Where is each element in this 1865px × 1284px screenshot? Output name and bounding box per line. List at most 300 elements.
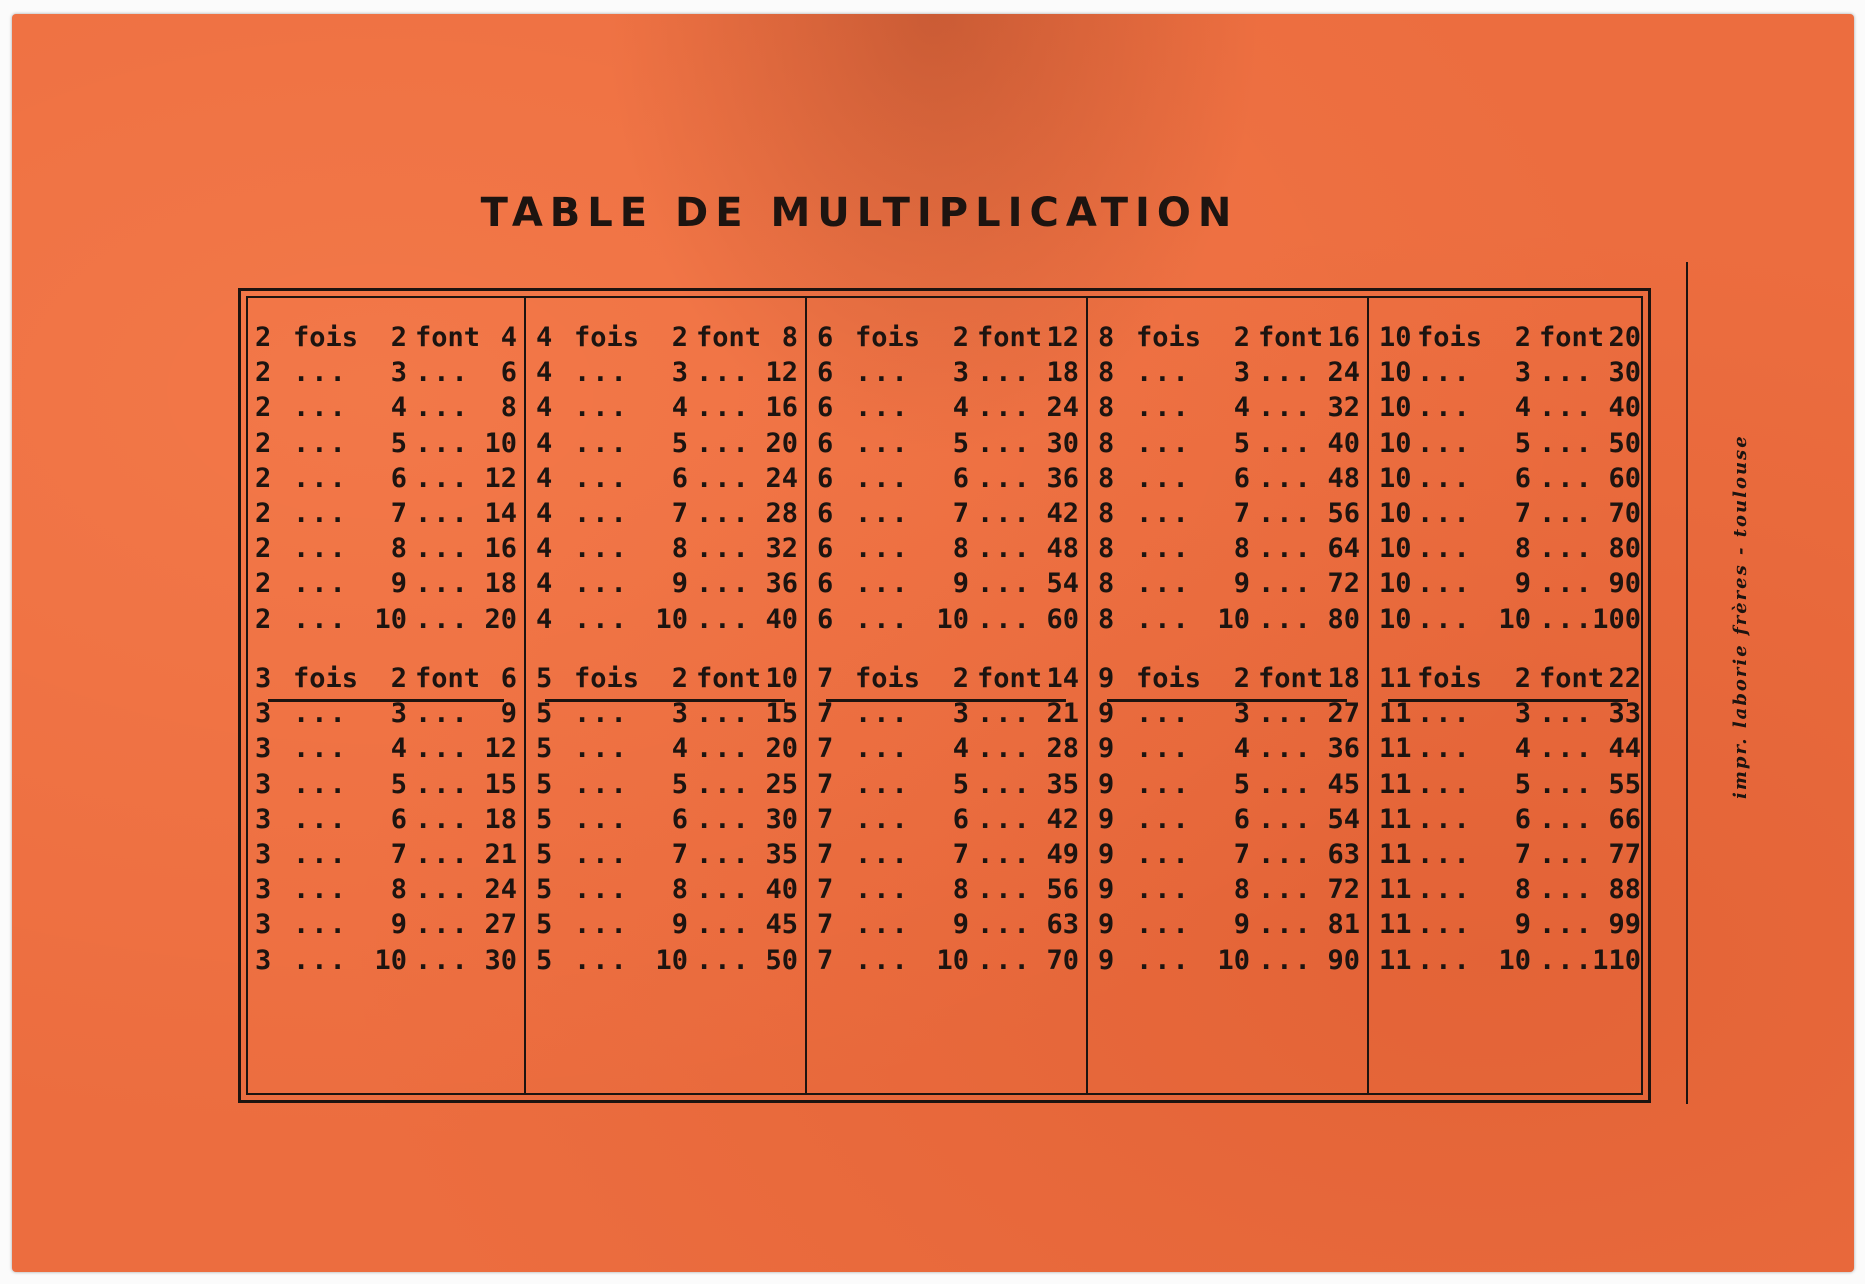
dots: ... [1539, 698, 1594, 730]
font-word: font [977, 663, 1043, 694]
multiplicand: 11 [1379, 768, 1412, 800]
fois-word: fois [293, 322, 359, 353]
multiplicand: 2 [255, 427, 272, 459]
product: 18 [484, 803, 517, 835]
product: 70 [1046, 944, 1079, 976]
multiplier: 2 [952, 663, 969, 694]
dots: ... [1258, 392, 1313, 424]
dots: ... [293, 568, 348, 600]
multiplicand: 4 [536, 427, 553, 459]
dots: ... [415, 533, 470, 565]
dots: ... [977, 803, 1032, 835]
table-row [1379, 731, 1641, 766]
multiplier: 4 [1514, 392, 1531, 424]
font-word: font [977, 322, 1043, 353]
dots: ... [977, 533, 1032, 565]
product: 54 [1046, 568, 1079, 600]
product: 18 [1327, 663, 1360, 694]
product: 33 [1608, 698, 1641, 730]
product: 12 [484, 462, 517, 494]
multiplier: 5 [1233, 427, 1250, 459]
dots: ... [574, 497, 629, 529]
table-row [536, 696, 798, 731]
dots: ... [1417, 603, 1472, 635]
multiplicand: 7 [817, 768, 834, 800]
dots: ... [293, 427, 348, 459]
dots: ... [1417, 768, 1472, 800]
multiplier: 4 [952, 392, 969, 424]
product: 72 [1327, 874, 1360, 906]
multiplier: 7 [952, 497, 969, 529]
table-row [1098, 661, 1360, 696]
multiplier: 9 [390, 568, 407, 600]
dots: ... [574, 838, 629, 870]
multiplier: 4 [952, 733, 969, 765]
product: 28 [765, 497, 798, 529]
dots: ... [977, 838, 1032, 870]
dots: ... [696, 803, 751, 835]
dots: ... [1539, 733, 1594, 765]
dots: ... [977, 462, 1032, 494]
dots: ... [415, 427, 470, 459]
dots: ... [1136, 603, 1191, 635]
table-row [1098, 496, 1360, 531]
table-row [536, 355, 798, 390]
multiplier: 6 [390, 803, 407, 835]
multiplicand: 9 [1098, 733, 1115, 765]
product: 24 [1046, 392, 1079, 424]
multiplicand: 3 [255, 909, 272, 941]
product: 20 [484, 603, 517, 635]
fois-word: fois [855, 322, 921, 353]
multiplier: 6 [952, 803, 969, 835]
dots: ... [696, 603, 751, 635]
dots: ... [977, 497, 1032, 529]
dots: ... [696, 462, 751, 494]
dots: ... [1136, 568, 1191, 600]
table-row [817, 531, 1079, 566]
multiplier: 2 [390, 322, 407, 353]
product: 99 [1608, 909, 1641, 941]
multiplier: 10 [655, 944, 688, 976]
multiplicand: 6 [817, 427, 834, 459]
multiplier: 3 [952, 698, 969, 730]
fois-word: fois [293, 663, 359, 694]
multiplier: 8 [952, 533, 969, 565]
table-row [1098, 390, 1360, 425]
dots: ... [1258, 533, 1313, 565]
multiplicand: 11 [1379, 838, 1412, 870]
multiplier: 5 [1514, 427, 1531, 459]
table-row [817, 496, 1079, 531]
multiplier: 6 [1233, 462, 1250, 494]
multiplier: 8 [952, 874, 969, 906]
dots: ... [855, 733, 910, 765]
multiplicand: 3 [255, 803, 272, 835]
dots: ... [415, 392, 470, 424]
multiplier: 2 [1514, 322, 1531, 353]
multiplicand: 8 [1098, 462, 1115, 494]
table-row [255, 531, 517, 566]
table-row [1379, 943, 1641, 978]
dots: ... [574, 944, 629, 976]
multiplier: 4 [1514, 733, 1531, 765]
multiplication-grid [238, 288, 1651, 1103]
table-row [536, 872, 798, 907]
dots: ... [1136, 944, 1191, 976]
product: 36 [1046, 462, 1079, 494]
multiplicand: 9 [1098, 803, 1115, 835]
dots: ... [1258, 909, 1313, 941]
dots: ... [293, 357, 348, 389]
dots: ... [574, 874, 629, 906]
product: 60 [1608, 462, 1641, 494]
product: 64 [1327, 533, 1360, 565]
multiplicand: 4 [536, 322, 553, 353]
multiplier: 3 [1514, 357, 1531, 389]
side-rule [1686, 262, 1688, 1104]
dots: ... [293, 462, 348, 494]
multiplicand: 3 [255, 663, 272, 694]
dots: ... [855, 533, 910, 565]
fois-word: fois [1417, 322, 1483, 353]
product: 80 [1608, 533, 1641, 565]
fois-word: fois [574, 322, 640, 353]
multiplicand: 9 [1098, 838, 1115, 870]
multiplicand: 7 [817, 944, 834, 976]
dots: ... [1258, 803, 1313, 835]
multiplicand: 5 [536, 803, 553, 835]
font-word: font [696, 322, 762, 353]
product: 63 [1046, 909, 1079, 941]
multiplicand: 4 [536, 568, 553, 600]
multiplicand: 10 [1379, 322, 1412, 353]
dots: ... [415, 768, 470, 800]
table-10 [1379, 320, 1641, 637]
product: 110 [1592, 944, 1641, 976]
dots: ... [293, 392, 348, 424]
table-row [817, 696, 1079, 731]
dots: ... [1539, 533, 1594, 565]
table-row [1379, 320, 1641, 355]
dots: ... [1258, 357, 1313, 389]
multiplier: 5 [671, 768, 688, 800]
multiplicand: 11 [1379, 803, 1412, 835]
dots: ... [293, 874, 348, 906]
dots: ... [1136, 427, 1191, 459]
dots: ... [293, 497, 348, 529]
multiplicand: 7 [817, 663, 834, 694]
dots: ... [1258, 874, 1313, 906]
dots: ... [1417, 392, 1472, 424]
dots: ... [977, 733, 1032, 765]
dots: ... [1417, 427, 1472, 459]
dots: ... [415, 603, 470, 635]
multiplier: 2 [952, 322, 969, 353]
product: 32 [765, 533, 798, 565]
multiplier: 3 [952, 357, 969, 389]
table-row [1098, 802, 1360, 837]
multiplicand: 2 [255, 462, 272, 494]
multiplicand: 3 [255, 698, 272, 730]
table-row [255, 496, 517, 531]
table-row [1098, 426, 1360, 461]
multiplicand: 11 [1379, 874, 1412, 906]
table-row [817, 355, 1079, 390]
product: 16 [1327, 322, 1360, 353]
multiplicand: 2 [255, 497, 272, 529]
table-row [817, 731, 1079, 766]
dots: ... [977, 909, 1032, 941]
multiplicand: 7 [817, 733, 834, 765]
dots: ... [977, 874, 1032, 906]
product: 6 [500, 663, 517, 694]
table-row [536, 320, 798, 355]
table-4 [536, 320, 798, 637]
column-divider [805, 298, 807, 1093]
multiplier: 8 [671, 874, 688, 906]
product: 24 [1327, 357, 1360, 389]
multiplier: 10 [1217, 944, 1250, 976]
dots: ... [1417, 568, 1472, 600]
table-row [1098, 531, 1360, 566]
product: 50 [765, 944, 798, 976]
dots: ... [1417, 874, 1472, 906]
table-row [817, 602, 1079, 637]
dots: ... [1136, 909, 1191, 941]
multiplicand: 4 [536, 497, 553, 529]
dots: ... [1539, 944, 1594, 976]
dots: ... [1258, 497, 1313, 529]
multiplicand: 9 [1098, 874, 1115, 906]
multiplicand: 8 [1098, 427, 1115, 459]
multiplier: 8 [390, 533, 407, 565]
product: 42 [1046, 497, 1079, 529]
dots: ... [855, 874, 910, 906]
product: 56 [1046, 874, 1079, 906]
dots: ... [696, 568, 751, 600]
multiplicand: 3 [255, 944, 272, 976]
table-row [536, 731, 798, 766]
dots: ... [415, 357, 470, 389]
multiplier: 4 [671, 392, 688, 424]
table-row [536, 802, 798, 837]
dots: ... [855, 909, 910, 941]
multiplier: 2 [671, 663, 688, 694]
product: 20 [1608, 322, 1641, 353]
dots: ... [855, 838, 910, 870]
multiplicand: 8 [1098, 568, 1115, 600]
multiplier: 10 [655, 603, 688, 635]
multiplier: 9 [952, 568, 969, 600]
dots: ... [1258, 568, 1313, 600]
dots: ... [1417, 803, 1472, 835]
multiplier: 9 [1233, 909, 1250, 941]
font-word: font [1258, 663, 1324, 694]
multiplier: 3 [390, 698, 407, 730]
dots: ... [415, 944, 470, 976]
table-row [817, 943, 1079, 978]
dots: ... [1539, 568, 1594, 600]
multiplier: 2 [390, 663, 407, 694]
multiplier: 6 [671, 803, 688, 835]
multiplier: 10 [1498, 603, 1531, 635]
dots: ... [855, 603, 910, 635]
multiplicand: 11 [1379, 733, 1412, 765]
multiplicand: 9 [1098, 698, 1115, 730]
table-row [817, 907, 1079, 942]
dots: ... [696, 768, 751, 800]
product: 35 [765, 838, 798, 870]
fois-word: fois [574, 663, 640, 694]
product: 22 [1608, 663, 1641, 694]
multiplier: 8 [1514, 533, 1531, 565]
dots: ... [855, 698, 910, 730]
table-row [536, 837, 798, 872]
table-row [255, 731, 517, 766]
multiplier: 10 [936, 944, 969, 976]
multiplicand: 6 [817, 568, 834, 600]
multiplicand: 7 [817, 909, 834, 941]
dots: ... [415, 803, 470, 835]
product: 44 [1608, 733, 1641, 765]
multiplicand: 7 [817, 698, 834, 730]
multiplier: 6 [671, 462, 688, 494]
product: 72 [1327, 568, 1360, 600]
table-row [255, 426, 517, 461]
multiplicand: 2 [255, 533, 272, 565]
multiplier: 5 [390, 427, 407, 459]
multiplicand: 10 [1379, 568, 1412, 600]
dots: ... [293, 603, 348, 635]
column-divider [1367, 298, 1369, 1093]
table-row [1098, 696, 1360, 731]
multiplier: 7 [390, 497, 407, 529]
multiplicand: 8 [1098, 497, 1115, 529]
table-row [1379, 802, 1641, 837]
dots: ... [1539, 427, 1594, 459]
dots: ... [415, 733, 470, 765]
dots: ... [1539, 874, 1594, 906]
dots: ... [574, 568, 629, 600]
fois-word: fois [1417, 663, 1483, 694]
dots: ... [574, 909, 629, 941]
product: 14 [1046, 663, 1079, 694]
product: 18 [484, 568, 517, 600]
multiplier: 7 [952, 838, 969, 870]
font-word: font [1258, 322, 1324, 353]
dots: ... [1539, 357, 1594, 389]
dots: ... [574, 427, 629, 459]
product: 36 [1327, 733, 1360, 765]
multiplier: 8 [671, 533, 688, 565]
product: 32 [1327, 392, 1360, 424]
dots: ... [855, 803, 910, 835]
multiplicand: 2 [255, 357, 272, 389]
table-row [255, 390, 517, 425]
multiplicand: 4 [536, 357, 553, 389]
product: 40 [765, 874, 798, 906]
product: 9 [500, 698, 517, 730]
product: 40 [1608, 392, 1641, 424]
multiplicand: 10 [1379, 497, 1412, 529]
multiplier: 3 [671, 357, 688, 389]
dots: ... [1417, 357, 1472, 389]
multiplicand: 8 [1098, 603, 1115, 635]
dots: ... [977, 427, 1032, 459]
column-divider [1086, 298, 1088, 1093]
dots: ... [574, 357, 629, 389]
product: 66 [1608, 803, 1641, 835]
dots: ... [977, 392, 1032, 424]
table-row [1098, 320, 1360, 355]
table-row [536, 602, 798, 637]
multiplicand: 8 [1098, 392, 1115, 424]
product: 81 [1327, 909, 1360, 941]
product: 10 [765, 663, 798, 694]
multiplicand: 9 [1098, 944, 1115, 976]
multiplicand: 4 [536, 603, 553, 635]
dots: ... [977, 603, 1032, 635]
multiplier: 10 [1498, 944, 1531, 976]
product: 30 [1046, 427, 1079, 459]
font-word: font [696, 663, 762, 694]
multiplier: 3 [1233, 357, 1250, 389]
product: 18 [1046, 357, 1079, 389]
font-word: font [415, 663, 481, 694]
multiplier: 2 [671, 322, 688, 353]
multiplicand: 8 [1098, 357, 1115, 389]
multiplier: 8 [1233, 874, 1250, 906]
dots: ... [696, 533, 751, 565]
multiplicand: 11 [1379, 698, 1412, 730]
multiplier: 4 [390, 392, 407, 424]
dots: ... [696, 838, 751, 870]
table-row [255, 767, 517, 802]
dots: ... [1136, 533, 1191, 565]
multiplier: 4 [671, 733, 688, 765]
table-row [255, 872, 517, 907]
multiplicand: 10 [1379, 427, 1412, 459]
dots: ... [293, 838, 348, 870]
multiplicand: 3 [255, 838, 272, 870]
multiplicand: 4 [536, 533, 553, 565]
multiplicand: 7 [817, 838, 834, 870]
multiplier: 9 [671, 909, 688, 941]
multiplier: 5 [952, 427, 969, 459]
table-row [255, 907, 517, 942]
multiplicand: 5 [536, 698, 553, 730]
multiplicand: 10 [1379, 392, 1412, 424]
table-row [1098, 872, 1360, 907]
multiplicand: 9 [1098, 768, 1115, 800]
dots: ... [855, 768, 910, 800]
dots: ... [1539, 838, 1594, 870]
dots: ... [1258, 838, 1313, 870]
product: 12 [1046, 322, 1079, 353]
table-row [817, 872, 1079, 907]
multiplicand: 6 [817, 357, 834, 389]
table-row [536, 496, 798, 531]
product: 80 [1327, 603, 1360, 635]
cover-card [12, 14, 1854, 1272]
table-row [1098, 767, 1360, 802]
column-divider [524, 298, 526, 1093]
table-3 [255, 661, 517, 978]
table-row [817, 802, 1079, 837]
table-row [536, 461, 798, 496]
multiplier: 2 [1233, 663, 1250, 694]
